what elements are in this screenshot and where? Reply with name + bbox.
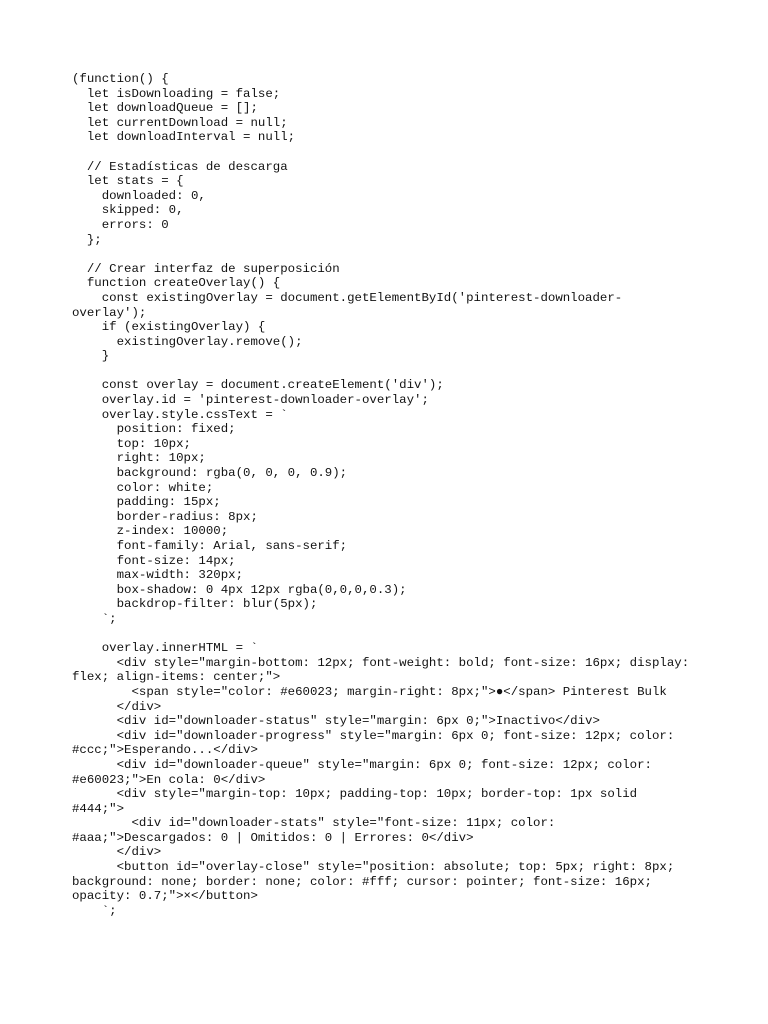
code-line: let stats = { [72,174,184,189]
code-line: background: rgba(0, 0, 0, 0.9); [72,466,348,481]
code-line: overlay.style.cssText = ` [72,407,288,422]
code-line: backdrop-filter: blur(5px); [72,597,318,612]
code-line: <div style="margin-top: 10px; padding-top: 10px; border-top: 1px solid [72,787,638,802]
code-line: } [72,349,110,364]
code-line [72,364,712,379]
code-line: #aaa;">Descargados: 0 | Omitidos: 0 | Errores: 0</div> [72,830,474,845]
code-line: font-size: 14px; [72,553,236,568]
code-line: </div> [72,699,162,714]
code-line: <span style="color: #e60023; margin-right: 8px;">●</span> Pinterest Bulk [72,684,667,699]
code-line: #ccc;">Esperando...</div> [72,743,258,758]
code-line: z-index: 10000; [72,524,229,539]
code-line: <div id="downloader-status" style="margin: 6px 0;">Inactivo</div> [72,714,600,729]
code-line: function createOverlay() { [72,276,281,291]
code-line: color: white; [72,480,214,495]
code-line: const overlay = document.createElement('div'); [72,378,444,393]
code-line: let isDownloading = false; [72,86,281,101]
code-line: #444;"> [72,801,125,816]
code-line: errors: 0 [72,217,169,232]
code-line: box-shadow: 0 4px 12px rgba(0,0,0,0.3); [72,582,407,597]
code-line: // Estadísticas de descarga [72,159,288,174]
code-line: </div> [72,845,162,860]
code-line: const existingOverlay = document.getElementById('pinterest-downloader- [72,290,623,305]
code-line: #e60023;">En cola: 0</div> [72,772,266,787]
code-line: border-radius: 8px; [72,509,258,524]
code-line: position: fixed; [72,422,236,437]
code-line: overlay'); [72,305,147,320]
code-line: <div style="margin-bottom: 12px; font-weight: bold; font-size: 16px; display: [72,655,690,670]
code-line: right: 10px; [72,451,206,466]
code-block [72,72,712,918]
code-line: let currentDownload = null; [72,115,288,130]
code-line: existingOverlay.remove(); [72,334,303,349]
code-line: <div id="downloader-queue" style="margin: 6px 0; font-size: 12px; color: [72,757,652,772]
code-line: if (existingOverlay) { [72,320,266,335]
code-line: flex; align-items: center;"> [72,670,281,685]
code-line: skipped: 0, [72,203,184,218]
code-line: max-width: 320px; [72,568,244,583]
code-line [72,627,712,642]
code-line [72,145,712,160]
code-line: padding: 15px; [72,495,221,510]
code-line: `; [72,611,117,626]
code-line: }; [72,232,102,247]
code-line: downloaded: 0, [72,188,206,203]
code-line: top: 10px; [72,436,191,451]
code-line: let downloadInterval = null; [72,130,296,145]
code-line: <button id="overlay-close" style="position: absolute; top: 5px; right: 8px; [72,860,675,875]
code-line: overlay.innerHTML = ` [72,641,258,656]
code-line: // Crear interfaz de superposición [72,261,340,276]
code-line: let downloadQueue = []; [72,101,258,116]
code-line: <div id="downloader-stats" style="font-size: 11px; color: [72,816,556,831]
code-line [72,247,712,262]
code-line: (function() { [72,72,169,86]
code-line: <div id="downloader-progress" style="margin: 6px 0; font-size: 12px; color: [72,728,675,743]
code-line: background: none; border: none; color: #fff; cursor: pointer; font-size: 16px; [72,874,652,889]
code-line: overlay.id = 'pinterest-downloader-overlay'; [72,393,429,408]
code-line: `; [72,903,117,918]
code-line: font-family: Arial, sans-serif; [72,539,348,553]
code-line: opacity: 0.7;">×</button> [72,889,258,904]
